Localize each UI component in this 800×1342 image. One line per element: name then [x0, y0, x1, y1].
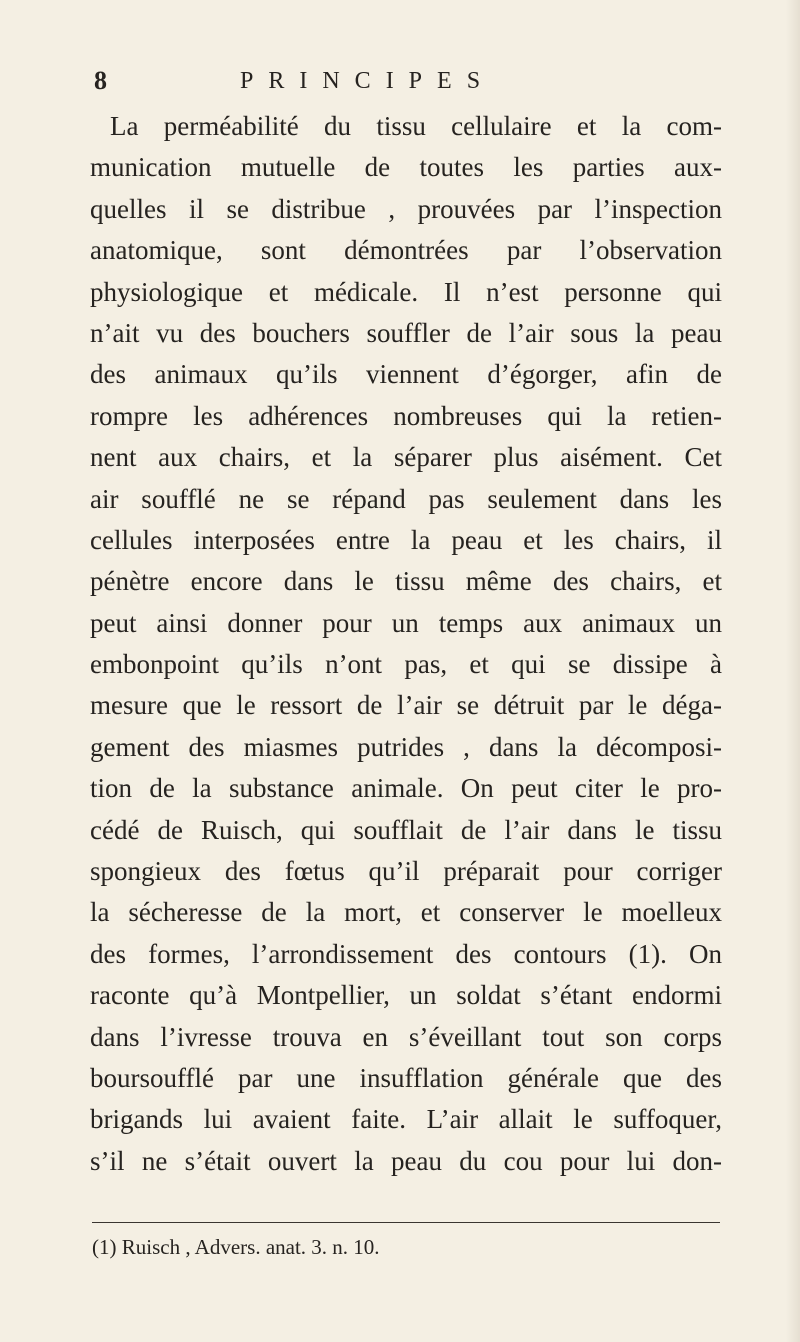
text-line: des formes, l’arrondissement des contours (1). On — [90, 938, 722, 969]
text-line: rompre les adhérences nombreuses qui la retien- — [90, 400, 722, 431]
text-line: brigands lui avaient faite. L’air allait le suffoquer, — [90, 1104, 722, 1135]
text-line: dans l’ivresse trouva en s’éveillant tout son corps — [90, 1021, 722, 1052]
text-line: cédé de Ruisch, qui soufflait de l’air dans le tissu — [90, 814, 722, 845]
text-line: gement des miasmes putrides , dans la décomposi- — [90, 731, 722, 762]
text-line: la sécheresse de la mort, et conserver le moelleux — [90, 897, 722, 928]
running-head — [90, 64, 720, 100]
text-line: munication mutuelle de toutes les parties aux- — [90, 152, 722, 183]
text-line: embonpoint qu’ils n’ont pas, et qui se dissipe à — [90, 649, 722, 680]
text-line: spongieux des fœtus qu’il préparait pour corriger — [90, 856, 722, 887]
text-line: pénètre encore dans le tissu même des chairs, et — [90, 566, 722, 597]
text-line: air soufflé ne se répand pas seulement dans les — [90, 483, 722, 514]
text-line: cellules interposées entre la peau et les chairs, il — [90, 524, 722, 555]
text-line: physiologique et médicale. Il n’est personne qui — [90, 276, 722, 307]
text-line: anatomique, sont démontrées par l’observation — [90, 235, 722, 266]
page-number: 8 — [94, 66, 107, 95]
text-line: raconte qu’à Montpellier, un soldat s’étant endormi — [90, 980, 722, 1011]
text-line: La perméabilité du tissu cellulaire et la com- — [110, 111, 722, 141]
text-line: peut ainsi donner pour un temps aux animaux un — [90, 607, 722, 638]
body-text — [90, 106, 722, 1182]
footnote-rule — [92, 1222, 720, 1223]
footnote: (1) Ruisch , Advers. anat. 3. n. 10. — [92, 1235, 380, 1259]
running-title: PRINCIPES — [240, 68, 496, 94]
page-edge-shadow — [786, 0, 800, 1342]
text-line: boursoufflé par une insufflation générale que des — [90, 1062, 722, 1093]
text-line: des animaux qu’ils viennent d’égorger, afin de — [90, 359, 722, 390]
text-line: nent aux chairs, et la séparer plus aisément. Cet — [90, 442, 722, 473]
text-line: n’ait vu des bouchers souffler de l’air sous la peau — [90, 317, 722, 348]
text-line: quelles il se distribue , prouvées par l’inspection — [90, 193, 722, 224]
text-line: s’il ne s’était ouvert la peau du cou pour lui don- — [90, 1145, 722, 1176]
text-line: tion de la substance animale. On peut citer le pro- — [90, 773, 722, 804]
text-line: mesure que le ressort de l’air se détruit par le déga- — [90, 690, 722, 721]
